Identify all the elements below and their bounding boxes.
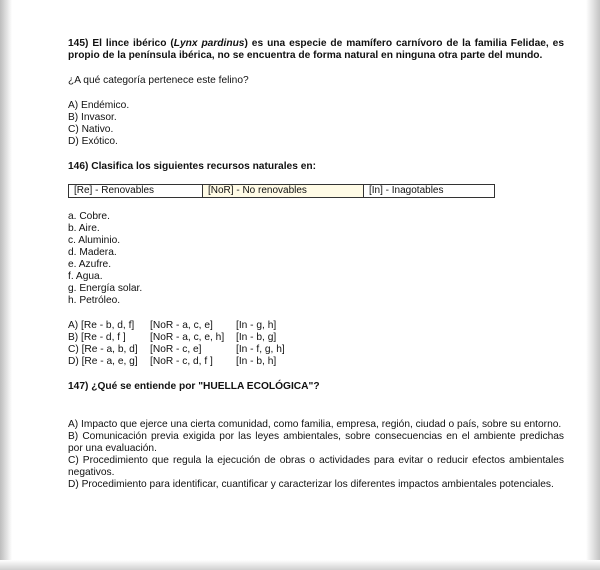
list-item: e. Azufre. <box>68 259 112 270</box>
option-c-re: C) [Re - a, b, d] <box>68 344 138 355</box>
option-b-in: [In - b, g] <box>236 332 277 343</box>
list-item: d. Madera. <box>68 247 117 258</box>
option-b: B) Comunicación previa exigida por las leyes ambientales, sobre consecuencias en el ambiente predichas por una evaluación. <box>68 431 564 454</box>
question-145-text-end: ) es una especie de mamífero carnívoro de la familia Felidae, es propio de la península ibérica, no se encuentra de forma natural en ninguna otra parte del mundo. <box>68 38 564 61</box>
question-145-statement <box>68 38 564 62</box>
question-147-title: 147) ¿Qué se entiende por "HUELLA ECOLÓGICA"? <box>68 381 320 392</box>
option-a-re: A) [Re - b, d, f] <box>68 320 135 331</box>
legend-inagotables: [In] - Inagotables <box>364 185 495 198</box>
option-a-nor: [NoR - a, c, e] <box>150 320 213 331</box>
option-a: A) Impacto que ejerce una cierta comunidad, como familia, empresa, región, ciudad o país, sobre su entorno. <box>68 419 562 430</box>
question-146-options <box>68 320 328 368</box>
list-item: g. Energía solar. <box>68 283 143 294</box>
question-146-title: 146) Clasifica los siguientes recursos naturales en: <box>68 161 316 172</box>
list-item: f. Agua. <box>68 271 103 282</box>
option-a: A) Endémico. <box>68 100 130 111</box>
option-d-in: [In - b, h] <box>236 356 277 367</box>
question-145-number: 145) <box>68 38 89 49</box>
option-c-nor: [NoR - c, e] <box>150 344 202 355</box>
list-item: h. Petróleo. <box>68 295 121 306</box>
list-item: b. Aire. <box>68 223 100 234</box>
option-a-in: [In - g, h] <box>236 320 277 331</box>
option-b-re: B) [Re - d, f ] <box>68 332 126 343</box>
species-name: Lynx pardinus <box>173 38 245 49</box>
question-145-options <box>68 100 564 148</box>
option-c-in: [In - f, g, h] <box>236 344 285 355</box>
legend-no-renovables: [NoR] - No renovables <box>203 185 364 198</box>
option-c: C) Nativo. <box>68 124 114 135</box>
question-145-prompt: ¿A qué categoría pertenece este felino? <box>68 75 249 86</box>
question-147-options <box>68 419 564 491</box>
list-item: c. Aluminio. <box>68 235 121 246</box>
option-d: D) Exótico. <box>68 136 118 147</box>
option-d-re: D) [Re - a, e, g] <box>68 356 138 367</box>
resource-list <box>68 211 564 307</box>
option-d-nor: [NoR - c, d, f ] <box>150 356 213 367</box>
legend-renovables: [Re] - Renovables <box>69 185 203 198</box>
page-shadow-bottom <box>0 560 600 570</box>
question-145-text-start: El lince ibérico ( <box>88 38 174 49</box>
page-shadow-left <box>0 0 12 570</box>
option-b: B) Invasor. <box>68 112 117 123</box>
resource-legend-table <box>68 184 495 198</box>
option-c: C) Procedimiento que regula la ejecución de obras o actividades para evitar o reducir efectos ambientales negativos. <box>68 455 564 478</box>
list-item: a. Cobre. <box>68 211 110 222</box>
page-shadow-right <box>586 0 600 570</box>
option-d: D) Procedimiento para identificar, cuantificar y caracterizar los diferentes impactos ambientales potenciales. <box>68 479 554 490</box>
document-page <box>68 38 564 491</box>
option-b-nor: [NoR - a, c, e, h] <box>150 332 225 343</box>
